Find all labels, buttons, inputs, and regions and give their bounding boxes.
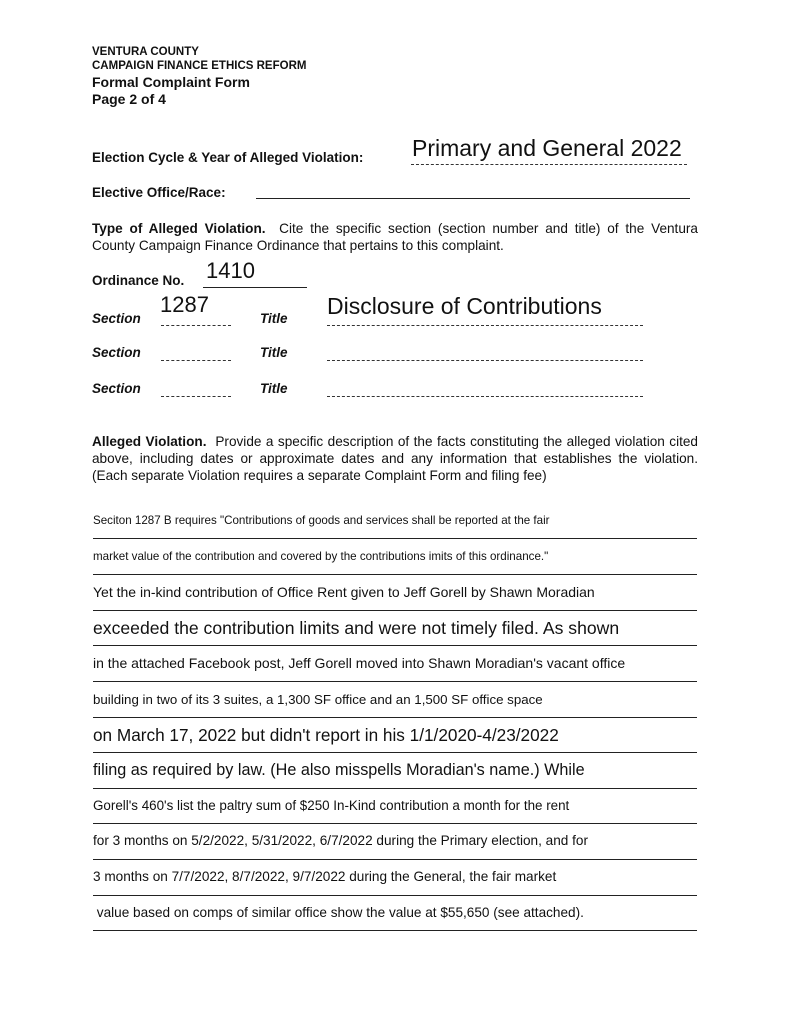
ruled-line (93, 823, 697, 824)
description-line-12: value based on comps of similar office show the value at $55,650 (see attached). (93, 905, 584, 920)
section-label: Section (92, 381, 141, 396)
elective-office-underline (256, 198, 690, 199)
ruled-line (93, 895, 697, 896)
ordinance-underline (203, 287, 307, 288)
ruled-line (93, 645, 697, 646)
alleged-violation-instructions: Provide a specific description of the facts constituting the alleged violation cited above, including dates or approximate dates and any information that establishes the violation. (Each separate Violation requires a separate Complaint Form and filing fee) (92, 434, 698, 483)
ruled-line (93, 930, 697, 931)
title-underline (327, 396, 643, 397)
type-of-violation-heading: Type of Alleged Violation. (92, 221, 266, 236)
description-line-6: building in two of its 3 suites, a 1,300 SF office and an 1,500 SF office space (93, 692, 543, 707)
type-of-violation-instructions: Cite the specific section (section number and title) of the Ventura County Campaign Finance Ordinance that pertains to this complaint. (92, 221, 698, 253)
description-line-4: exceeded the contribution limits and were not timely filed. As shown (93, 618, 620, 638)
header-county: VENTURA COUNTY (92, 46, 199, 58)
section-underline (161, 325, 231, 326)
election-cycle-label: Election Cycle & Year of Alleged Violation: (92, 150, 364, 165)
title-label: Title (260, 311, 288, 326)
section-label: Section (92, 311, 141, 326)
description-line-8: filing as required by law. (He also misspells Moradian's name.) While (93, 761, 585, 779)
section-label: Section (92, 345, 141, 360)
ruled-line (93, 681, 697, 682)
ordinance-label: Ordinance No. (92, 273, 185, 288)
election-cycle-underline (411, 164, 687, 165)
ruled-line (93, 752, 697, 753)
description-line-10: for 3 months on 5/2/2022, 5/31/2022, 6/7/2022 during the Primary election, and for (93, 833, 588, 848)
title-label: Title (260, 345, 288, 360)
section-underline (161, 396, 231, 397)
ruled-line (93, 717, 697, 718)
election-cycle-field[interactable]: Primary and General 2022 (412, 135, 682, 161)
page-indicator: Page 2 of 4 (92, 91, 166, 107)
description-line-1: Seciton 1287 B requires "Contributions of goods and services shall be reported at the fair (93, 514, 550, 527)
description-line-9: Gorell's 460's list the paltry sum of $250 In-Kind contribution a month for the rent (93, 798, 570, 813)
title-underline (327, 360, 643, 361)
type-of-violation-paragraph (92, 221, 698, 254)
elective-office-label: Elective Office/Race: (92, 185, 226, 200)
alleged-violation-heading: Alleged Violation. (92, 434, 207, 449)
description-line-5: in the attached Facebook post, Jeff Gorell moved into Shawn Moradian's vacant office (93, 655, 626, 671)
header-program: CAMPAIGN FINANCE ETHICS REFORM (92, 60, 307, 72)
form-title: Formal Complaint Form (92, 74, 250, 90)
ordinance-number-field[interactable]: 1410 (206, 258, 255, 283)
title-field[interactable]: Disclosure of Contributions (327, 293, 602, 319)
ruled-line (93, 610, 697, 611)
ruled-line (93, 788, 697, 789)
description-line-11: 3 months on 7/7/2022, 8/7/2022, 9/7/2022 during the General, the fair market (93, 869, 557, 884)
ruled-line (93, 538, 697, 539)
title-label: Title (260, 381, 288, 396)
description-line-2: market value of the contribution and covered by the contributions imits of this ordinance." (93, 550, 549, 563)
alleged-violation-paragraph (92, 434, 698, 484)
ruled-line (93, 859, 697, 860)
section-underline (161, 360, 231, 361)
section-number-field[interactable]: 1287 (160, 292, 209, 317)
title-underline (327, 325, 643, 326)
description-line-3: Yet the in-kind contribution of Office Rent given to Jeff Gorell by Shawn Moradian (93, 584, 595, 600)
description-line-7: on March 17, 2022 but didn't report in his 1/1/2020-4/23/2022 (93, 725, 559, 745)
ruled-line (93, 574, 697, 575)
